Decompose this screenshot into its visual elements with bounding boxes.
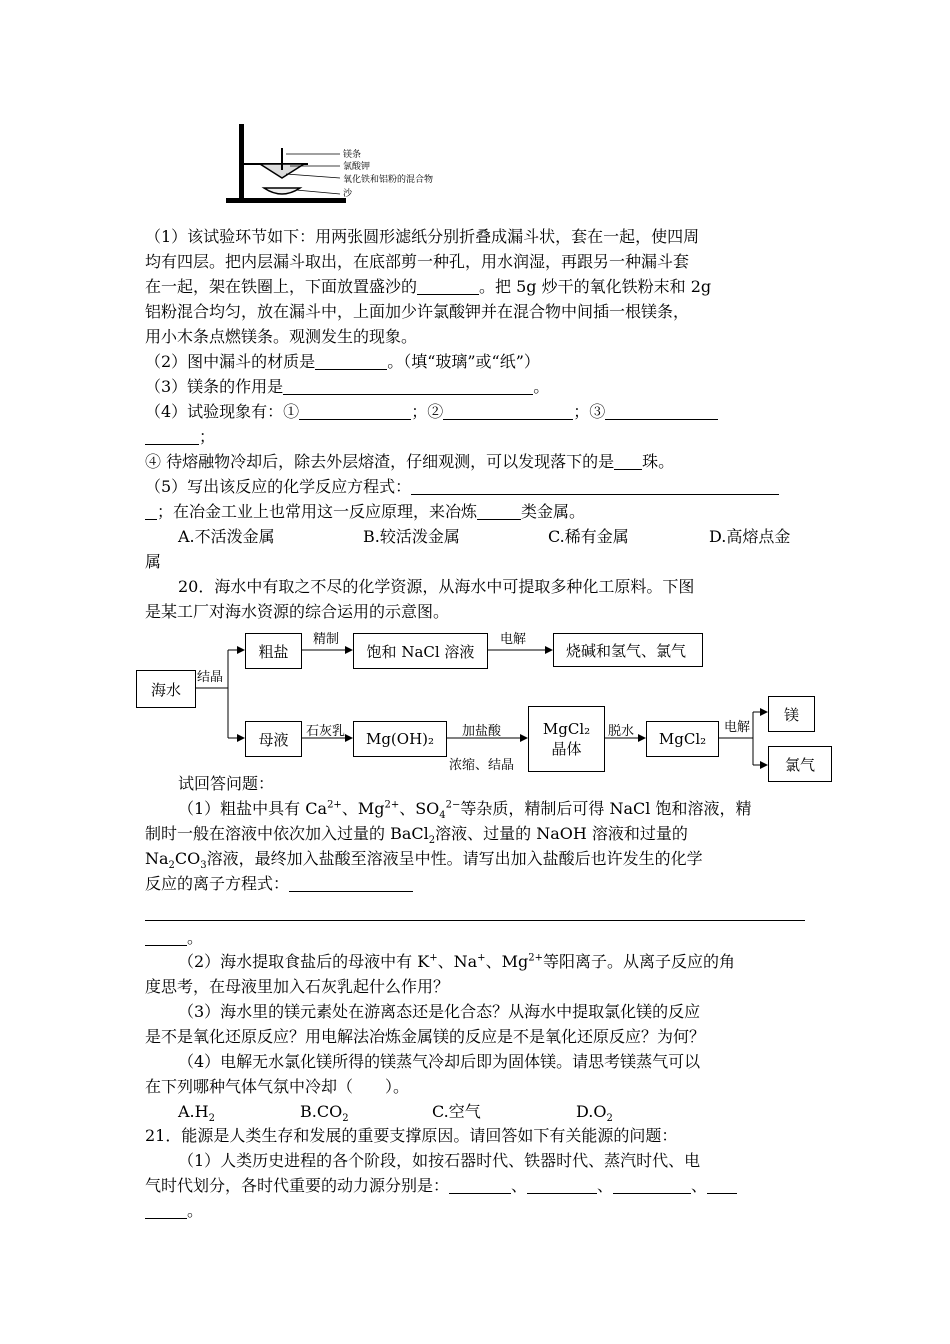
q21-part-1b-t1: 气时代划分，各时代重要的动力源分别是： bbox=[145, 1176, 450, 1195]
ion-charge-mg: 2+ bbox=[384, 799, 400, 811]
q19-blank-funnel-material[interactable] bbox=[315, 353, 387, 370]
q21-blank-power-4-cont[interactable] bbox=[145, 1202, 187, 1219]
q19-option-d-cont: 属 bbox=[145, 552, 162, 571]
q20-part-1a-t1: （1）粗盐中具有 Ca bbox=[178, 799, 328, 818]
q19-blank-phenomenon-1[interactable] bbox=[299, 403, 411, 420]
q19-option-b[interactable]: B.较活泼金属 bbox=[363, 527, 460, 546]
arrow-label-refine: 精制 bbox=[313, 632, 340, 647]
q19-blank-metal-class[interactable] bbox=[477, 503, 521, 520]
q19-step-1c bbox=[145, 275, 711, 299]
arrow-label-electrolysis-1: 电解 bbox=[500, 632, 527, 647]
q19-option-c[interactable]: C.稀有金属 bbox=[548, 527, 629, 546]
q21-sep-2: 、 bbox=[597, 1176, 614, 1195]
q20-part-1e bbox=[145, 901, 805, 925]
label-sand: 沙 bbox=[343, 189, 353, 199]
arrow-label-electrolysis-2: 电解 bbox=[724, 720, 751, 735]
q20-part-1a-t2: 、Mg bbox=[341, 799, 385, 818]
q19-blank-bead[interactable] bbox=[614, 453, 642, 470]
node-mgcl2-crystal bbox=[528, 706, 605, 772]
q19-step-1e: 用小木条点燃镁条。观测发生的现象。 bbox=[145, 327, 418, 346]
q20-part-3a: （3）海水里的镁元素处在游离态还是化合态？从海水中提取氯化镁的反应 bbox=[178, 1002, 701, 1021]
arrow-label-add-hcl: 加盐酸 bbox=[462, 724, 502, 739]
q20-option-a-text: A.H bbox=[178, 1102, 209, 1121]
q19-blank-phenomenon-3-cont[interactable] bbox=[145, 428, 199, 445]
q19-step-1a: （1）该试验环节如下：用两张圆形滤纸分别折叠成漏斗状，套在一起，使四周 bbox=[145, 227, 700, 246]
node-mgcl2-anhydrous: MgCl₂ bbox=[646, 721, 719, 757]
q21-sep-1: 、 bbox=[511, 1176, 528, 1195]
sand-dish bbox=[264, 188, 300, 194]
q20-part-1f bbox=[145, 926, 203, 950]
label-potassium-chlorate: 氯酸钾 bbox=[343, 162, 371, 172]
q19-part-5 bbox=[145, 475, 779, 499]
q20-answer-prompt: 试回答问题： bbox=[178, 774, 275, 793]
q20-part-3b: 是不是氧化还原反应？用电解法冶炼金属镁的反应是不是氧化还原反应？为何？ bbox=[145, 1027, 706, 1046]
q19-part-4-text4: ； bbox=[199, 427, 216, 446]
q20-part-1a bbox=[178, 797, 752, 821]
q20-part-4b: 在下列哪种气体气氛中冷却（ ）。 bbox=[145, 1077, 410, 1096]
bacl2-subscript: 2 bbox=[428, 835, 436, 847]
q21-part-1a: （1）人类历史进程的各个阶段，如按石器时代、铁器时代、蒸汽时代、电 bbox=[178, 1151, 701, 1170]
stand-base bbox=[226, 198, 346, 203]
ion-charge-mg-2: 2+ bbox=[528, 952, 543, 964]
q19-part-5-text2: ；在冶金工业上也常用这一反应原理，来冶炼 bbox=[157, 502, 478, 521]
na2-subscript: 2 bbox=[168, 860, 175, 872]
q19-step-1c-text2: 。把 5g 炒干的氧化铁粉末和 2g bbox=[479, 277, 712, 296]
q20-part-1d bbox=[145, 872, 413, 896]
q19-part-5-text3: 类金属。 bbox=[521, 502, 586, 521]
q19-blank-mg-role[interactable] bbox=[283, 378, 533, 395]
q20-part-1c bbox=[145, 847, 703, 871]
q20-part-1d-t1: 反应的离子方程式： bbox=[145, 874, 290, 893]
node-seawater: 海水 bbox=[136, 670, 196, 708]
node-crude-salt: 粗盐 bbox=[245, 633, 302, 669]
q21-blank-power-4[interactable] bbox=[707, 1177, 737, 1194]
q19-option-a[interactable]: A.不活泼金属 bbox=[178, 527, 275, 546]
q20-intro-1: 20．海水中有取之不尽的化学资源，从海水中可提取多种化工原料。下图 bbox=[178, 577, 695, 596]
q19-part-4-text1: （4）试验现象有：① bbox=[145, 402, 300, 421]
q20-part-2a-t1: （2）海水提取食盐后的母液中有 K bbox=[178, 952, 430, 971]
ion-charge-na: + bbox=[477, 952, 486, 964]
node-magnesium: 镁 bbox=[768, 696, 815, 732]
q19-part-3 bbox=[145, 375, 549, 399]
arrow-label-crystallize: 结晶 bbox=[197, 670, 224, 685]
q20-part-2a bbox=[178, 950, 735, 974]
q19-part-4-cont bbox=[145, 425, 215, 449]
label-thermite-mixture: 氧化铁和铝粉的混合物 bbox=[343, 175, 434, 185]
q20-part-1f-t1: 。 bbox=[187, 928, 204, 947]
q19-part-3-text2: 。 bbox=[533, 377, 550, 396]
q19-part-5-cont bbox=[145, 500, 585, 524]
node-mg-oh-2: Mg(OH)₂ bbox=[353, 721, 447, 757]
ion-charge-so4: 2− bbox=[445, 799, 461, 811]
q20-option-b-text: B.CO bbox=[300, 1102, 343, 1121]
q19-blank-container[interactable] bbox=[417, 278, 479, 295]
q21-end: 。 bbox=[187, 1201, 204, 1220]
q19-option-d[interactable]: D.高熔点金 bbox=[709, 527, 791, 546]
node-mgcl2-crystal-word: 晶体 bbox=[551, 740, 582, 758]
q20-part-2a-t3: 、Mg bbox=[485, 952, 529, 971]
q21-intro: 21．能源是人类生存和发展的重要支撑原因。请回答如下有关能源的问题： bbox=[145, 1126, 678, 1145]
q20-intro-2: 是某工厂对海水资源的综合运用的示意图。 bbox=[145, 602, 450, 621]
label-magnesium-ribbon: 镁条 bbox=[343, 150, 362, 160]
q21-part-1b bbox=[145, 1174, 737, 1198]
q19-blank-equation[interactable] bbox=[411, 478, 779, 495]
q20-option-a-sub: 2 bbox=[208, 1113, 215, 1125]
q19-step-1c-text1: 在一起，架在铁圈上，下面放置盛沙的 bbox=[145, 277, 418, 296]
q20-part-4a: （4）电解无水氯化镁所得的镁蒸气冷却后即为固体镁。请思考镁蒸气可以 bbox=[178, 1052, 701, 1071]
q20-part-1a-t3: 、SO bbox=[399, 799, 440, 818]
q20-blank-ionic-equation-line3[interactable] bbox=[145, 929, 187, 946]
q19-part-4-text2: ；② bbox=[411, 402, 444, 421]
so4-subscript: 4 bbox=[439, 810, 446, 822]
q19-part-5-text1: （5）写出该反应的化学反应方程式： bbox=[145, 477, 412, 496]
q19-part-4-observe-text1: ④ 待熔融物冷却后，除去外层熔渣，仔细观测，可以发现落下的是 bbox=[145, 452, 615, 471]
q20-option-b[interactable] bbox=[300, 1100, 349, 1124]
arrow-label-concentrate: 浓缩、结晶 bbox=[449, 758, 515, 773]
q20-part-2a-t2: 、Na bbox=[437, 952, 478, 971]
q20-part-1b-t2: 溶液、过量的 NaOH 溶液和过量的 bbox=[435, 824, 688, 843]
node-mgcl2-crystal-formula: MgCl₂ bbox=[542, 720, 591, 738]
co3-subscript: 3 bbox=[200, 860, 207, 872]
q20-option-b-sub: 2 bbox=[342, 1113, 349, 1125]
q19-part-4 bbox=[145, 400, 718, 424]
node-products: 烧碱和氢气、氯气 bbox=[553, 633, 703, 667]
q20-part-1c-t3: 溶液，最终加入盐酸至溶液呈中性。请写出加入盐酸后也许发生的化学 bbox=[206, 849, 703, 868]
q19-part-4-observe-text2: 珠。 bbox=[642, 452, 675, 471]
q19-part-2-text1: （2）图中漏斗的材质是 bbox=[145, 352, 316, 371]
q20-part-1b bbox=[145, 822, 688, 846]
arrow-label-dehydrate: 脱水 bbox=[608, 724, 635, 739]
q20-blank-ionic-equation[interactable] bbox=[289, 875, 413, 892]
q21-sep-3: 、 bbox=[691, 1176, 708, 1195]
q20-option-d-text: D.O bbox=[576, 1102, 607, 1121]
q21-blank-power-2[interactable] bbox=[527, 1177, 597, 1194]
q20-part-2a-t4: 等阳离子。从离子反应的角 bbox=[542, 952, 735, 971]
q20-part-1b-t1: 制时一般在溶液中依次加入过量的 BaCl bbox=[145, 824, 429, 843]
q20-part-2b: 度思考，在母液里加入石灰乳起什么作用？ bbox=[145, 977, 450, 996]
ion-charge-ca: 2+ bbox=[327, 799, 342, 811]
q19-step-1b: 均有四层。把内层漏斗取出，在底部剪一种孔，用水润湿，再跟另一种漏斗套 bbox=[145, 252, 690, 271]
q19-blank-phenomenon-2[interactable] bbox=[443, 403, 573, 420]
q20-option-d-sub: 2 bbox=[606, 1113, 613, 1125]
q19-blank-phenomenon-3[interactable] bbox=[605, 403, 718, 420]
q21-blank-power-3[interactable] bbox=[613, 1177, 691, 1194]
q20-part-1c-t1: Na bbox=[145, 849, 169, 868]
node-mother-liquor: 母液 bbox=[245, 721, 302, 757]
q19-part-4-observe bbox=[145, 450, 674, 474]
q20-blank-ionic-equation-line2[interactable] bbox=[145, 904, 805, 921]
q19-blank-equation-cont[interactable] bbox=[145, 503, 157, 520]
q20-option-c[interactable]: C.空气 bbox=[432, 1102, 481, 1121]
q19-step-1d: 铝粉混合均匀，放在漏斗中，上面加少许氯酸钾并在混合物中间插一根镁条， bbox=[145, 302, 690, 321]
ion-charge-k: + bbox=[429, 952, 438, 964]
node-saturated-nacl: 饱和 NaCl 溶液 bbox=[353, 633, 488, 669]
q19-part-2 bbox=[145, 350, 540, 374]
q19-part-3-text1: （3）镁条的作用是 bbox=[145, 377, 284, 396]
q19-part-4-text3: ；③ bbox=[573, 402, 606, 421]
q20-option-d[interactable] bbox=[576, 1100, 613, 1124]
q20-option-a[interactable] bbox=[178, 1100, 215, 1124]
q21-part-1c bbox=[145, 1199, 203, 1223]
q21-blank-power-1[interactable] bbox=[449, 1177, 511, 1194]
q20-part-1c-t2: CO bbox=[174, 849, 201, 868]
q20-part-1a-t4: 等杂质，精制后可得 NaCl 饱和溶液，精 bbox=[460, 799, 752, 818]
arrow-label-lime-milk: 石灰乳 bbox=[306, 724, 346, 739]
q19-part-2-text2: 。（填“玻璃”或“纸”） bbox=[387, 352, 540, 371]
stand-rod bbox=[239, 124, 244, 202]
node-chlorine: 氯气 bbox=[768, 746, 832, 782]
